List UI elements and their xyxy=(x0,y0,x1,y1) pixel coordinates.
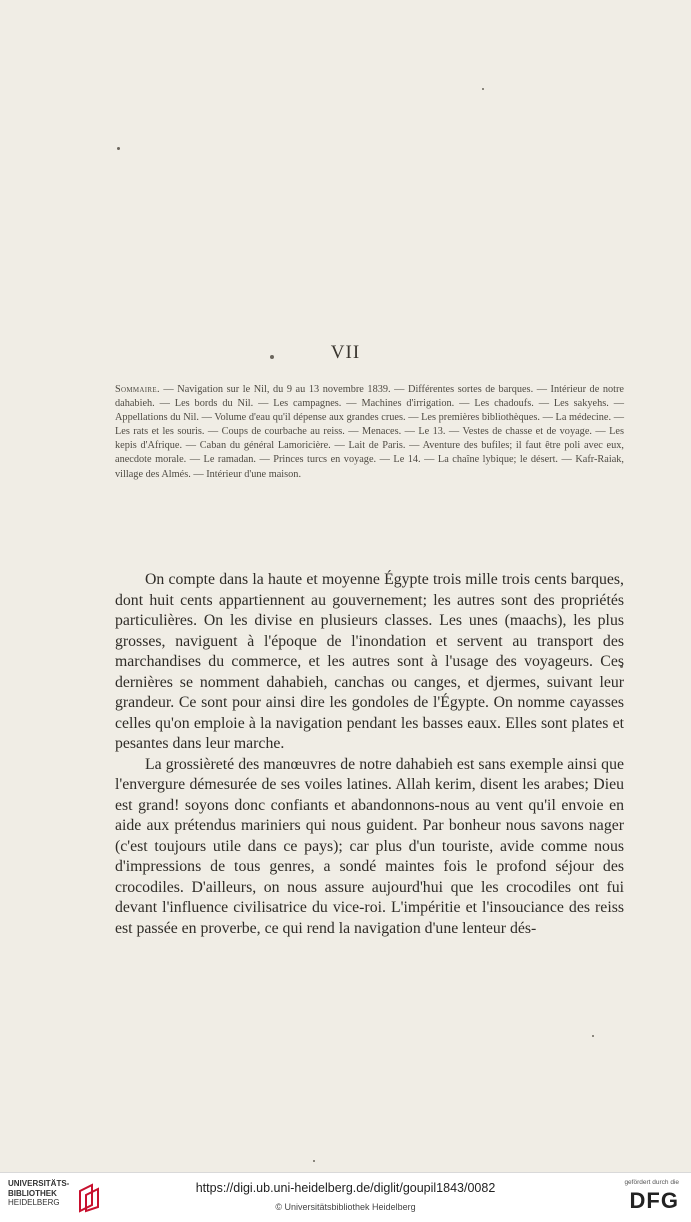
document-url-link[interactable]: https://digi.ub.uni-heidelberg.de/diglit/goupil1843/0082 xyxy=(195,1181,496,1195)
funding-note: gefördert durch die xyxy=(624,1179,679,1186)
paper-speck xyxy=(482,88,484,90)
paper-speck xyxy=(592,1035,594,1037)
summary-text: — Navigation sur le Nil, du 9 au 13 novembre 1839. — Différentes sortes de barques. — Intérieur de notre dahabieh. — Les bords du Nil. — Les campagnes. — Machines d'irrigation. — Les chadoufs. — Les sakyehs. — Appellations du Nil. — Volume d'eau qu'il dépense aux grandes crues. — Les premières bibliothèques. — La médecine. — Les rats et les souris. — Coups de courbache au reiss. — Menaces. — Le 13. — Vestes de chasse et de voyage. — Les kepis d'Afrique. — Caban du général Lamoricière. — Lait de Paris. — Aventure des bufiles; il faut être poli avec eux, anecdote morale. — Le ramadan. — Princes turcs en voyage. — Le 14. — La chaîne lybique; le désert. — Kafr-Raiak, village des Almés. — Intérieur d'une maison. xyxy=(115,384,624,480)
logo-text-line: BIBLIOTHEK xyxy=(8,1188,57,1198)
body-text xyxy=(115,570,624,939)
paper-speck xyxy=(117,147,120,150)
logo-text-line: UNIVERSITÄTS- xyxy=(8,1179,70,1188)
viewer-footer xyxy=(0,1172,691,1222)
chapter-number: VII xyxy=(330,342,361,363)
paper-speck xyxy=(313,1160,315,1162)
chapter-summary xyxy=(115,383,624,482)
paragraph: La grossièreté des manœuvres de notre dahabieh est sans exemple ainsi que l'envergure démesurée de ses voiles latines. Allah kerim, disent les arabes; Dieu est grand! soyons donc confiants et abandonnons-nous au vent qu'il envoie en aide aux prétendus mariniers qui nous guident. Par bonheur nous savons nager (c'est toujours utile dans ce pays); car plus d'un touriste, avide comme nous d'impressions de tous genres, a sondé maintes fois le profond séjour des crocodiles. D'ailleurs, on nous assure aujourd'hui que les crocodiles ont fui devant l'influence civilisatrice du vice-roi. L'impéritie et l'insouciance des reiss est passée en proverbe, ce qui rend la navigation d'une lenteur dés- xyxy=(115,755,624,937)
paragraph: On compte dans la haute et moyenne Égypte trois mille trois cents barques, dont huit cents appartiennent au gouvernement; les autres sont des propriétés particulières. On les divise en plusieurs classes. Les unes (maachs), les plus grosses, naviguent à l'époque de l'inondation et servent au transport des marchandises du commerce, et les autres sont à l'usage des voyageurs. Ces dernières se nomment dahabieh, canchas ou canges, et djermes, suivant leur grandeur. Ce sont pour ainsi dire les gondoles de l'Égypte. On nomme cayasses celles qu'on emploie à la navigation pendant les basses eaux. Elles sont plates et pesantes dans leur marche. xyxy=(115,571,624,752)
logo-text-line: HEIDELBERG xyxy=(8,1198,60,1207)
dfg-logo[interactable]: DFG xyxy=(629,1188,679,1213)
copyright-notice: © Universitätsbibliothek Heidelberg xyxy=(275,1202,416,1212)
summary-label: Sommaire. xyxy=(115,384,160,395)
